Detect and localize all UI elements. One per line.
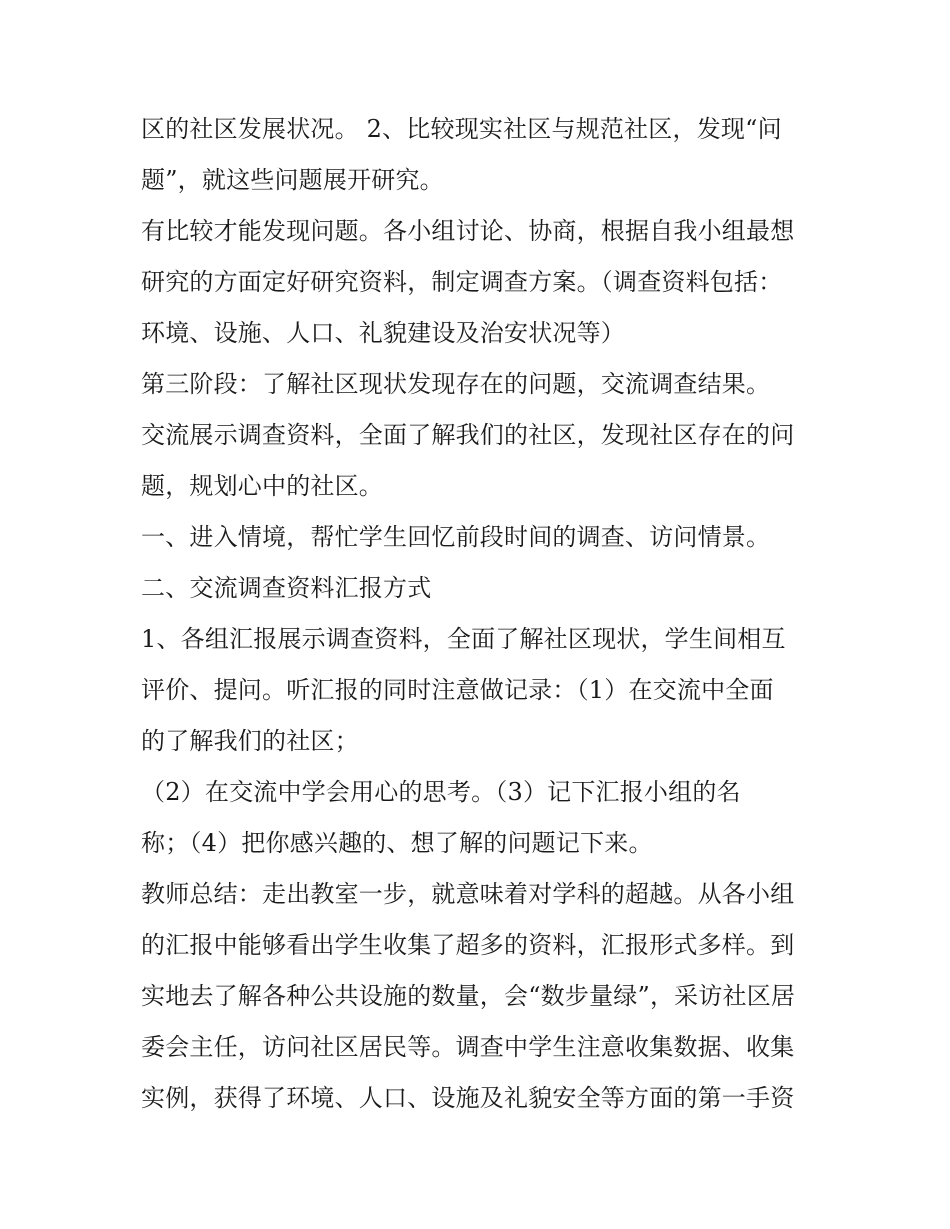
text-line: 题”，就这些问题展开研究。 — [141, 166, 444, 194]
text-line: 交流展示调查资料，全面了解我们的社区，发现社区存在的问 — [141, 421, 795, 449]
text-line: 第三阶段：了解社区现状发现存在的问题，交流调查结果。 — [141, 370, 771, 398]
text-line: 委会主任，访问社区居民等。调查中学生注意收集数据、收集 — [141, 1033, 795, 1061]
text-line: 一、进入情境，帮忙学生回忆前段时间的调查、访问情景。 — [141, 523, 771, 551]
text-line: 二、交流调查资料汇报方式 — [141, 574, 432, 602]
text-line: 实例，获得了环境、人口、设施及礼貌安全等方面的第一手资 — [141, 1084, 795, 1112]
text-line: （2）在交流中学会用心的思考。（3）记下汇报小组的名 — [141, 778, 741, 806]
text-line: 研究的方面定好研究资料，制定调查方案。（调查资料包括： — [141, 268, 783, 296]
text-line: 评价、提问。听汇报的同时注意做记录：（1）在交流中全面 — [141, 676, 774, 704]
text-line: 称；（4）把你感兴趣的、想了解的问题记下来。 — [141, 829, 653, 857]
text-line: 1、各组汇报展示调查资料，全面了解社区现状，学生间相互 — [141, 625, 786, 653]
text-line: 题，规划心中的社区。 — [141, 472, 383, 500]
text-line: 有比较才能发现问题。各小组讨论、协商，根据自我小组最想 — [141, 217, 795, 245]
text-line: 的了解我们的社区； — [141, 727, 359, 755]
text-line: 的汇报中能够看出学生收集了超多的资料，汇报形式多样。到 — [141, 931, 795, 959]
document-body — [141, 104, 821, 1124]
text-line: 实地去了解各种公共设施的数量，会“数步量绿”，采访社区居 — [141, 982, 796, 1010]
text-line: 环境、设施、人口、礼貌建设及治安状况等） — [141, 319, 625, 347]
text-line: 区的社区发展状况。 2、比较现实社区与规范社区，发现“问 — [141, 115, 782, 143]
text-line: 教师总结：走出教室一步，就意味着对学科的超越。从各小组 — [141, 880, 795, 908]
